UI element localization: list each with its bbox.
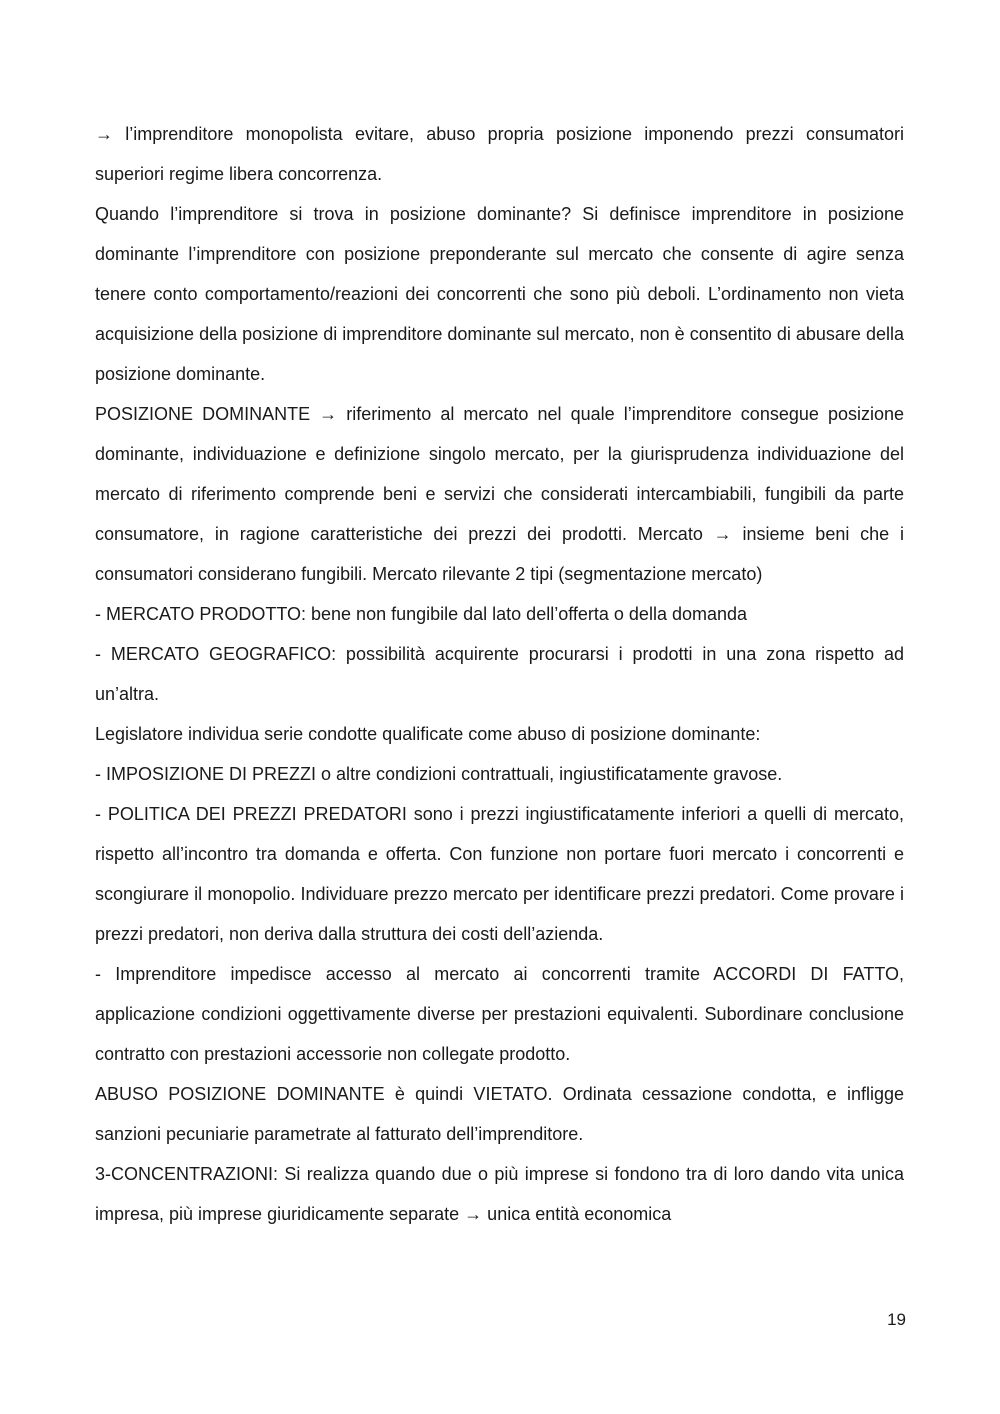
list-item-predatory-pricing: - POLITICA DEI PREZZI PREDATORI sono i prezzi ingiustificatamente inferiori a quelli di mercato, rispetto all’incontro tra domanda e offerta. Con funzione non portare fuori mercato i concorrenti e scongiurare il monopolio. Individuare prezzo mercato per identificare prezzi predatori. Come provare i prezzi predatori, non deriva dalla struttura dei costi dell’azienda.	[95, 804, 904, 944]
paragraph-abuse-conducts-intro: Legislatore individua serie condotte qualificate come abuso di posizione dominante:	[95, 724, 761, 744]
paragraph-abuse-prohibited: ABUSO POSIZIONE DOMINANTE è quindi VIETATO. Ordinata cessazione condotta, e infligge sanzioni pecuniarie parametrate al fatturato dell’imprenditore.	[95, 1084, 904, 1144]
list-item-product-market: - MERCATO PRODOTTO: bene non fungibile dal lato dell’offerta o della domanda	[95, 604, 748, 624]
list-item-market-access: - Imprenditore impedisce accesso al mercato ai concorrenti tramite ACCORDI DI FATTO, applicazione condizioni oggettivamente diverse per prestazioni equivalenti. Subordinare conclusione contratto con prestazioni accessorie non collegate prodotto.	[95, 964, 904, 1064]
page-number: 19	[887, 1310, 906, 1329]
paragraph-dominant-position-definition: Quando l’imprenditore si trova in posizione dominante? Si definisce imprenditore in posizione dominante l’imprenditore con posizione preponderante sul mercato che consente di agire senza tenere conto comportamento/reazioni dei concorrenti che sono più deboli. L’ordinamento non vieta acquisizione della posizione di imprenditore dominante sul mercato, non è consentito di abusare della posizione dominante.	[95, 204, 904, 384]
list-item-price-imposition: - IMPOSIZIONE DI PREZZI o altre condizioni contrattuali, ingiustificatamente gravose.	[95, 764, 783, 784]
paragraph-concentrations: 3-CONCENTRAZIONI: Si realizza quando due o più imprese si fondono tra di loro dando vita unica impresa, più imprese giuridicamente separate → unica entità economica	[95, 1164, 904, 1224]
paragraph-dominant-position-market: POSIZIONE DOMINANTE → riferimento al mercato nel quale l’imprenditore consegue posizione dominante, individuazione e definizione singolo mercato, per la giurisprudenza individuazione del mercato di riferimento comprende beni e servizi che considerati intercambiabili, fungibili da parte consumatore, in ragione caratteristiche dei prezzi dei prodotti. Mercato → insieme beni che i consumatori considerano fungibili. Mercato rilevante 2 tipi (segmentazione mercato)	[95, 404, 904, 584]
list-item-geographic-market: - MERCATO GEOGRAFICO: possibilità acquirente procurarsi i prodotti in una zona rispetto ad un’altra.	[95, 644, 904, 704]
page-body	[95, 114, 904, 1234]
paragraph-monopolist: → l’imprenditore monopolista evitare, abuso propria posizione imponendo prezzi consumatori superiori regime libera concorrenza.	[95, 124, 904, 184]
